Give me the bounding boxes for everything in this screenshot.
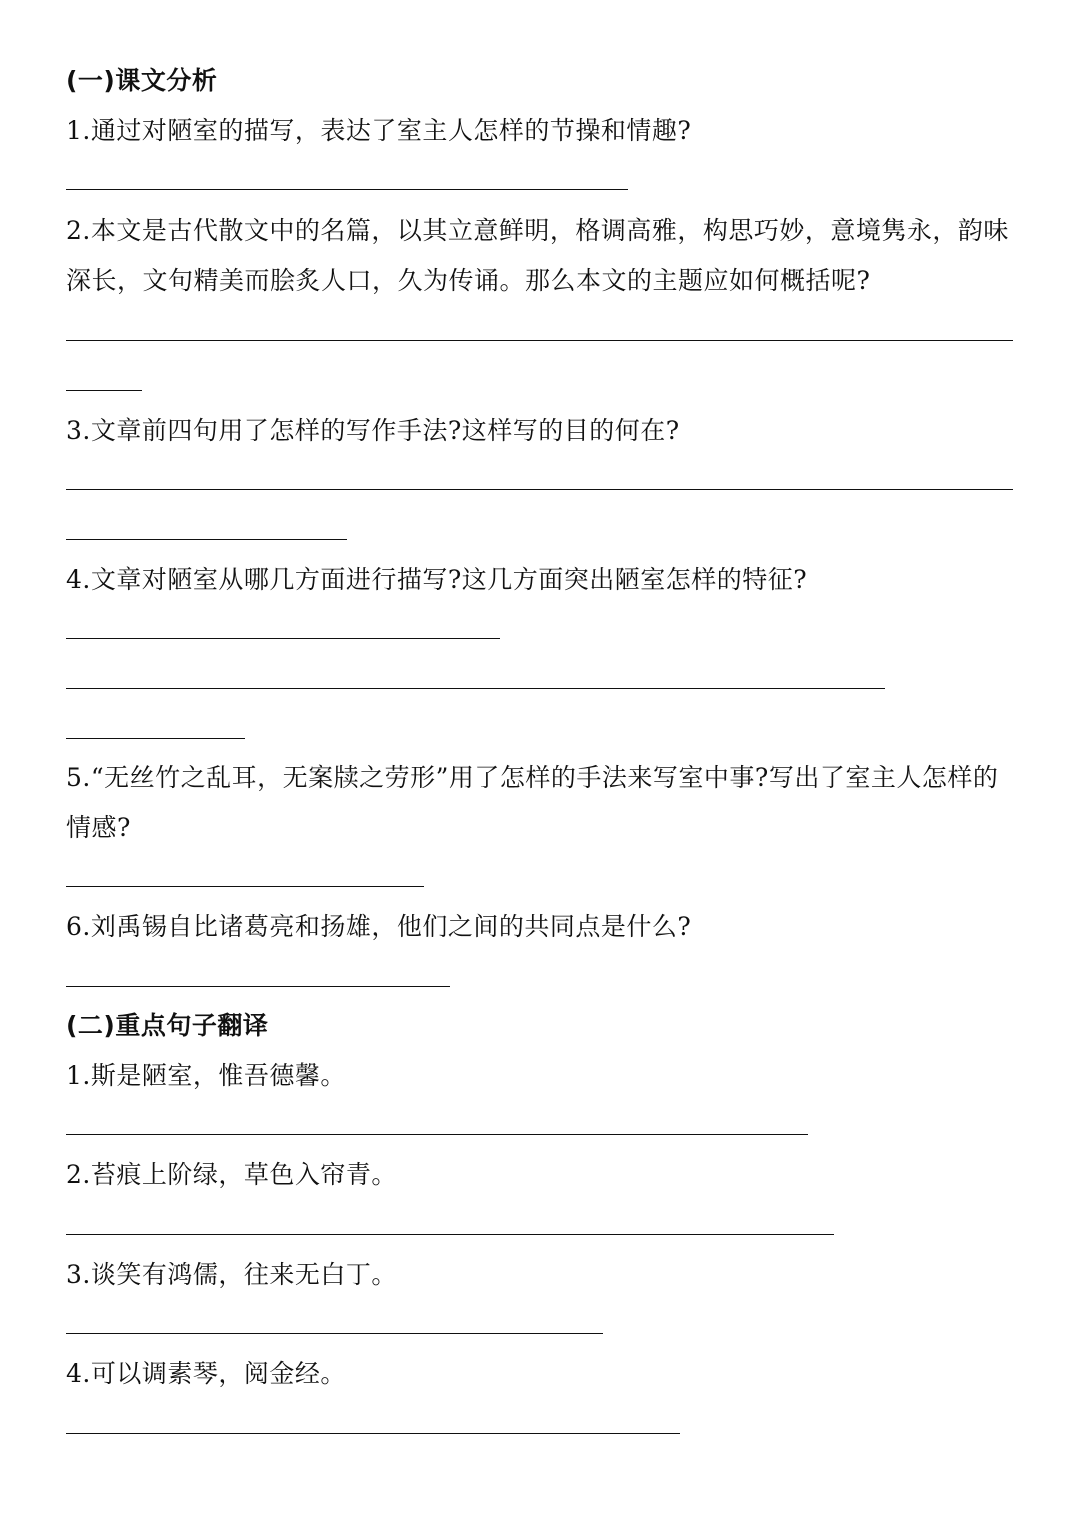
question-text: 3.谈笑有鸿儒，往来无白丁。: [66, 1260, 397, 1289]
answer-line[interactable]: [66, 489, 1013, 490]
section-title-analysis: (一)课文分析: [66, 66, 218, 95]
answer-line[interactable]: [66, 539, 347, 540]
question-text: 4.文章对陋室从哪几方面进行描写?这几方面突出陋室怎样的特征?: [66, 565, 808, 594]
answer-line[interactable]: [66, 340, 1013, 341]
question-text: 1.通过对陋室的描写，表达了室主人怎样的节操和情趣?: [66, 116, 692, 145]
answer-line[interactable]: [66, 1333, 603, 1334]
question-text: 1.斯是陋室，惟吾德馨。: [66, 1061, 346, 1090]
question-text: 4.可以调素琴，阅金经。: [66, 1359, 346, 1388]
answer-line[interactable]: [66, 189, 628, 190]
answer-line[interactable]: [66, 688, 885, 689]
section-title-translation: (二)重点句子翻译: [66, 1011, 269, 1040]
answer-line[interactable]: [66, 886, 424, 887]
answer-line[interactable]: [66, 1433, 680, 1434]
answer-line[interactable]: [66, 390, 142, 391]
answer-line[interactable]: [66, 738, 245, 739]
answer-line[interactable]: [66, 1134, 808, 1135]
question-text: 2.苔痕上阶绿，草色入帘青。: [66, 1160, 397, 1189]
question-text: 2.本文是古代散文中的名篇，以其立意鲜明，格调高雅，构思巧妙，意境隽永，韵味: [66, 216, 1009, 245]
question-text: 6.刘禹锡自比诸葛亮和扬雄，他们之间的共同点是什么?: [66, 912, 692, 941]
question-text: 5.“无丝竹之乱耳，无案牍之劳形”用了怎样的手法来写室中事?写出了室主人怎样的: [66, 763, 999, 792]
question-text: 3.文章前四句用了怎样的写作手法?这样写的目的何在?: [66, 416, 680, 445]
answer-line[interactable]: [66, 986, 450, 987]
question-text: 情感?: [66, 813, 131, 842]
answer-line[interactable]: [66, 638, 500, 639]
answer-line[interactable]: [66, 1234, 834, 1235]
question-text: 深长，文句精美而脍炙人口，久为传诵。那么本文的主题应如何概括呢?: [66, 266, 871, 295]
